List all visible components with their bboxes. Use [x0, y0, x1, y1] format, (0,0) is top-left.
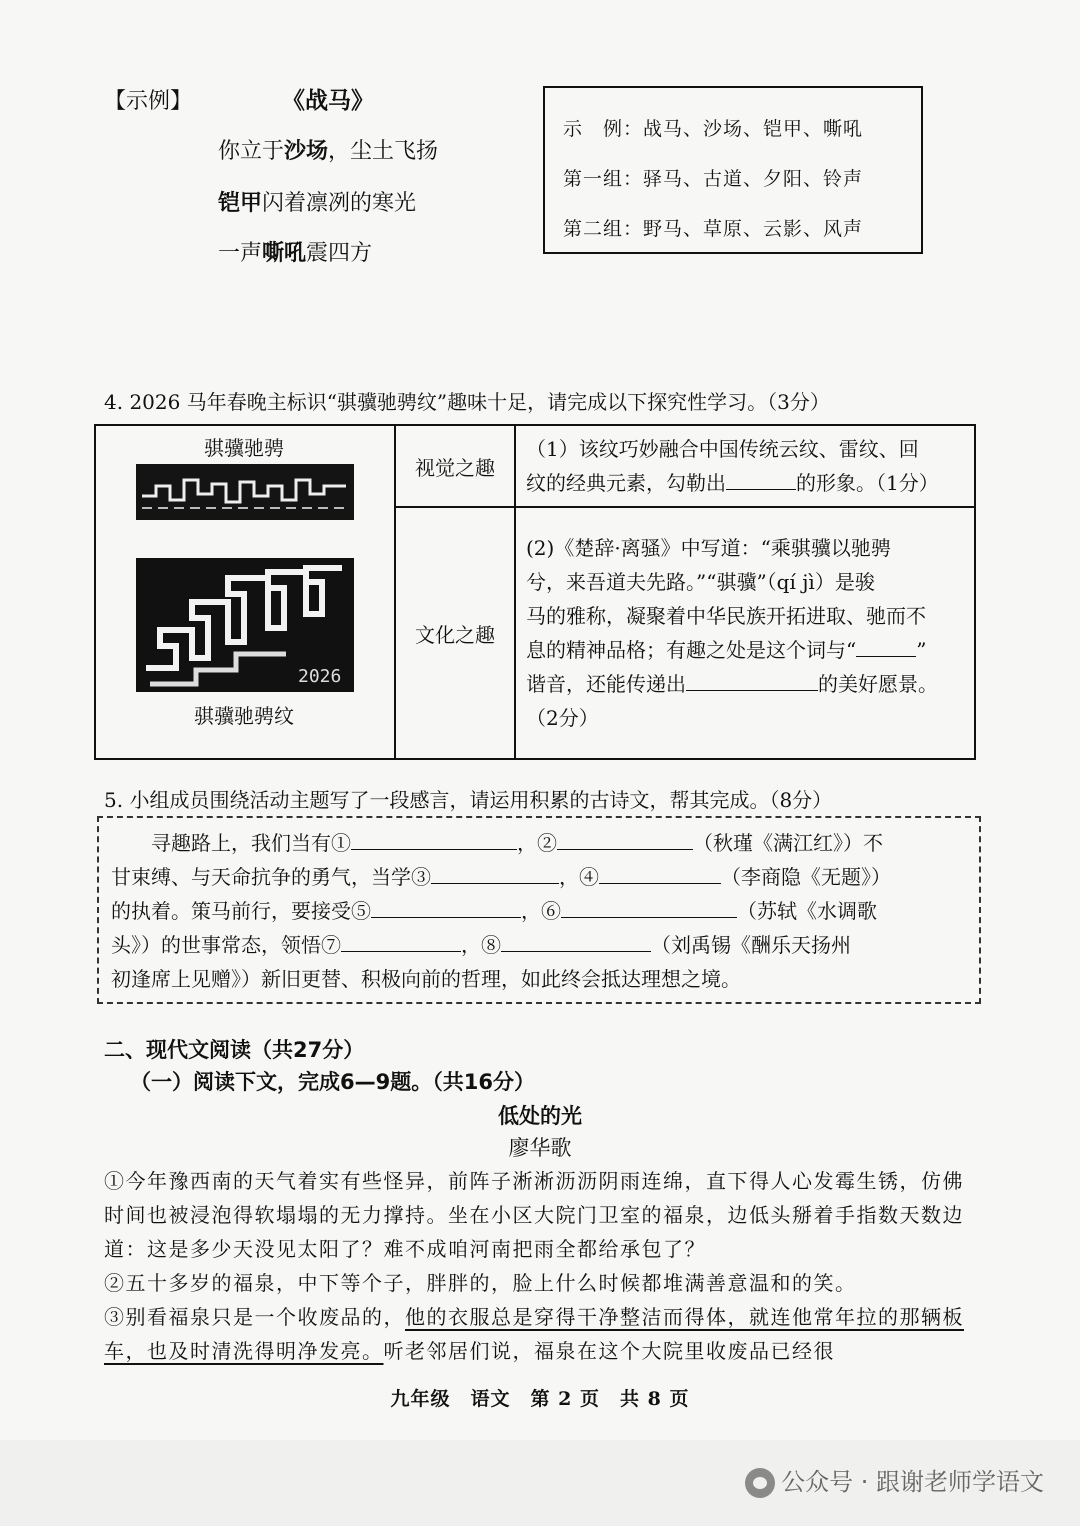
logo-bottom-label: 骐骥驰骋纹 [194, 704, 294, 728]
blank-8[interactable] [501, 951, 651, 952]
row-visual-line-2: 纹的经典元素，勾勒出 的形象。（1分） [526, 471, 939, 495]
row-culture-line-5: 谐音，还能传递出 的美好愿景。 [526, 672, 938, 696]
page-footer: 九年级 语文 第 2 页 共 8 页 [390, 1388, 690, 1410]
q4-table [94, 424, 976, 760]
row-culture-line-4: 息的精神品格；有趣之处是这个词与“ ” [526, 638, 927, 662]
poem-line-3: 一声嘶吼震四方 [218, 241, 373, 266]
article-paragraph-1: ①今年豫西南的天气着实有些怪异，前阵子淅淅沥沥阴雨连绵，直下得人心发霉生锈，仿佛时间也被浸泡得软塌塌的无力撑持。坐在小区大院门卫室的福泉，边低头掰着手指数天数边道：这是多少天没见太阳了？难不成咱河南把雨全都给承包了？ [104, 1169, 964, 1261]
row-culture-score: （2分） [526, 706, 599, 730]
blank-3[interactable] [431, 883, 559, 884]
blank-visual[interactable] [726, 489, 796, 490]
group-two: 第二组：野马、草原、云影、风声 [563, 218, 864, 240]
article-author: 廖华歌 [508, 1136, 572, 1160]
blank-5[interactable] [371, 917, 521, 918]
row-visual-text [515, 425, 975, 507]
q5-line-3: 的执着。策马前行，要接受⑤ ，⑥ （苏轼《水调歌 [111, 899, 877, 923]
blank-1[interactable] [351, 849, 517, 850]
watermark [745, 1462, 1044, 1498]
blank-homophone[interactable] [856, 656, 916, 657]
group-example: 示 例：战马、沙场、铠甲、嘶吼 [563, 118, 864, 140]
row-culture-line-3: 马的雅称，凝聚着中华民族开拓进取、驰而不 [526, 604, 926, 628]
poem-line-2: 铠甲闪着凛冽的寒光 [218, 191, 417, 216]
underlined-sentence: 他的衣服总是穿得干净整洁而得体，就连他常年拉的那辆板车，也及时清洗得明净发亮。 [104, 1305, 964, 1363]
logo-large-image [136, 558, 354, 692]
row-culture-category: 文化之趣 [395, 507, 515, 759]
section2-heading: 二、现代文阅读（共27分） [104, 1038, 365, 1062]
row-culture-text [515, 507, 975, 759]
q5-line-1: 寻趣路上，我们当有① ，② （秋瑾《满江红》）不 [151, 831, 883, 855]
row-visual-category: 视觉之趣 [395, 425, 515, 507]
row-culture-line-1: (2)《楚辞·离骚》中写道：“乘骐骥以驰骋 [526, 536, 891, 560]
q5-line-4: 头》）的世事常态，领悟⑦ ，⑧ （刘禹锡《酬乐天扬州 [111, 933, 851, 957]
logo-year-text: 2026 [298, 666, 342, 687]
poem-line-1: 你立于沙场，尘土飞扬 [218, 139, 439, 164]
article-title: 低处的光 [498, 1104, 582, 1128]
watermark-text: 公众号 · 跟谢老师学语文 [781, 1468, 1044, 1496]
row-culture-line-2: 兮，来吾道夫先路。”“骐骥”（qí jì）是骏 [526, 570, 875, 594]
logo-image-cell [95, 425, 395, 759]
article-paragraph-2: ②五十多岁的福泉，中下等个子，胖胖的，脸上什么时候都堆满善意温和的笑。 [104, 1271, 857, 1295]
article-paragraph-3: ③别看福泉只是一个收废品的，他的衣服总是穿得干净整洁而得体，就连他常年拉的那辆板车，也及时清洗得明净发亮。听老邻居们说，福泉在这个大院里收废品已经很 [104, 1305, 964, 1363]
group-one: 第一组：驿马、古道、夕阳、铃声 [563, 168, 864, 190]
example-tag: 【示例】 [104, 89, 193, 114]
logo-small-image [136, 464, 354, 520]
blank-2[interactable] [557, 849, 693, 850]
row-visual-line-1: （1）该纹巧妙融合中国传统云纹、雷纹、回 [526, 437, 919, 461]
blank-6[interactable] [561, 917, 737, 918]
q5-line-2: 甘束缚、与天命抗争的勇气，当学③ ，④ （李商隐《无题》） [111, 865, 891, 889]
blank-4[interactable] [599, 883, 721, 884]
q5-stem: 5. 小组成员围绕活动主题写了一段感言，请运用积累的古诗文，帮其完成。（8分） [104, 788, 833, 812]
blank-wish[interactable] [686, 690, 818, 691]
word-group-box [543, 86, 923, 254]
example-title: 《战马》 [282, 88, 374, 114]
q4-stem: 4. 2026 马年春晚主标识“骐骥驰骋纹”趣味十足，请完成以下探究性学习。（3分） [104, 390, 830, 414]
logo-top-label: 骐骥驰骋 [204, 436, 284, 460]
article-body [104, 1164, 970, 1368]
blank-7[interactable] [341, 951, 461, 952]
wechat-icon [745, 1468, 775, 1498]
section2-subheading: （一）阅读下文，完成6—9题。（共16分） [130, 1070, 535, 1094]
q5-fill-box [97, 816, 981, 1004]
q5-line-5: 初逢席上见赠》）新旧更替、积极向前的哲理，如此终会抵达理想之境。 [111, 967, 741, 991]
